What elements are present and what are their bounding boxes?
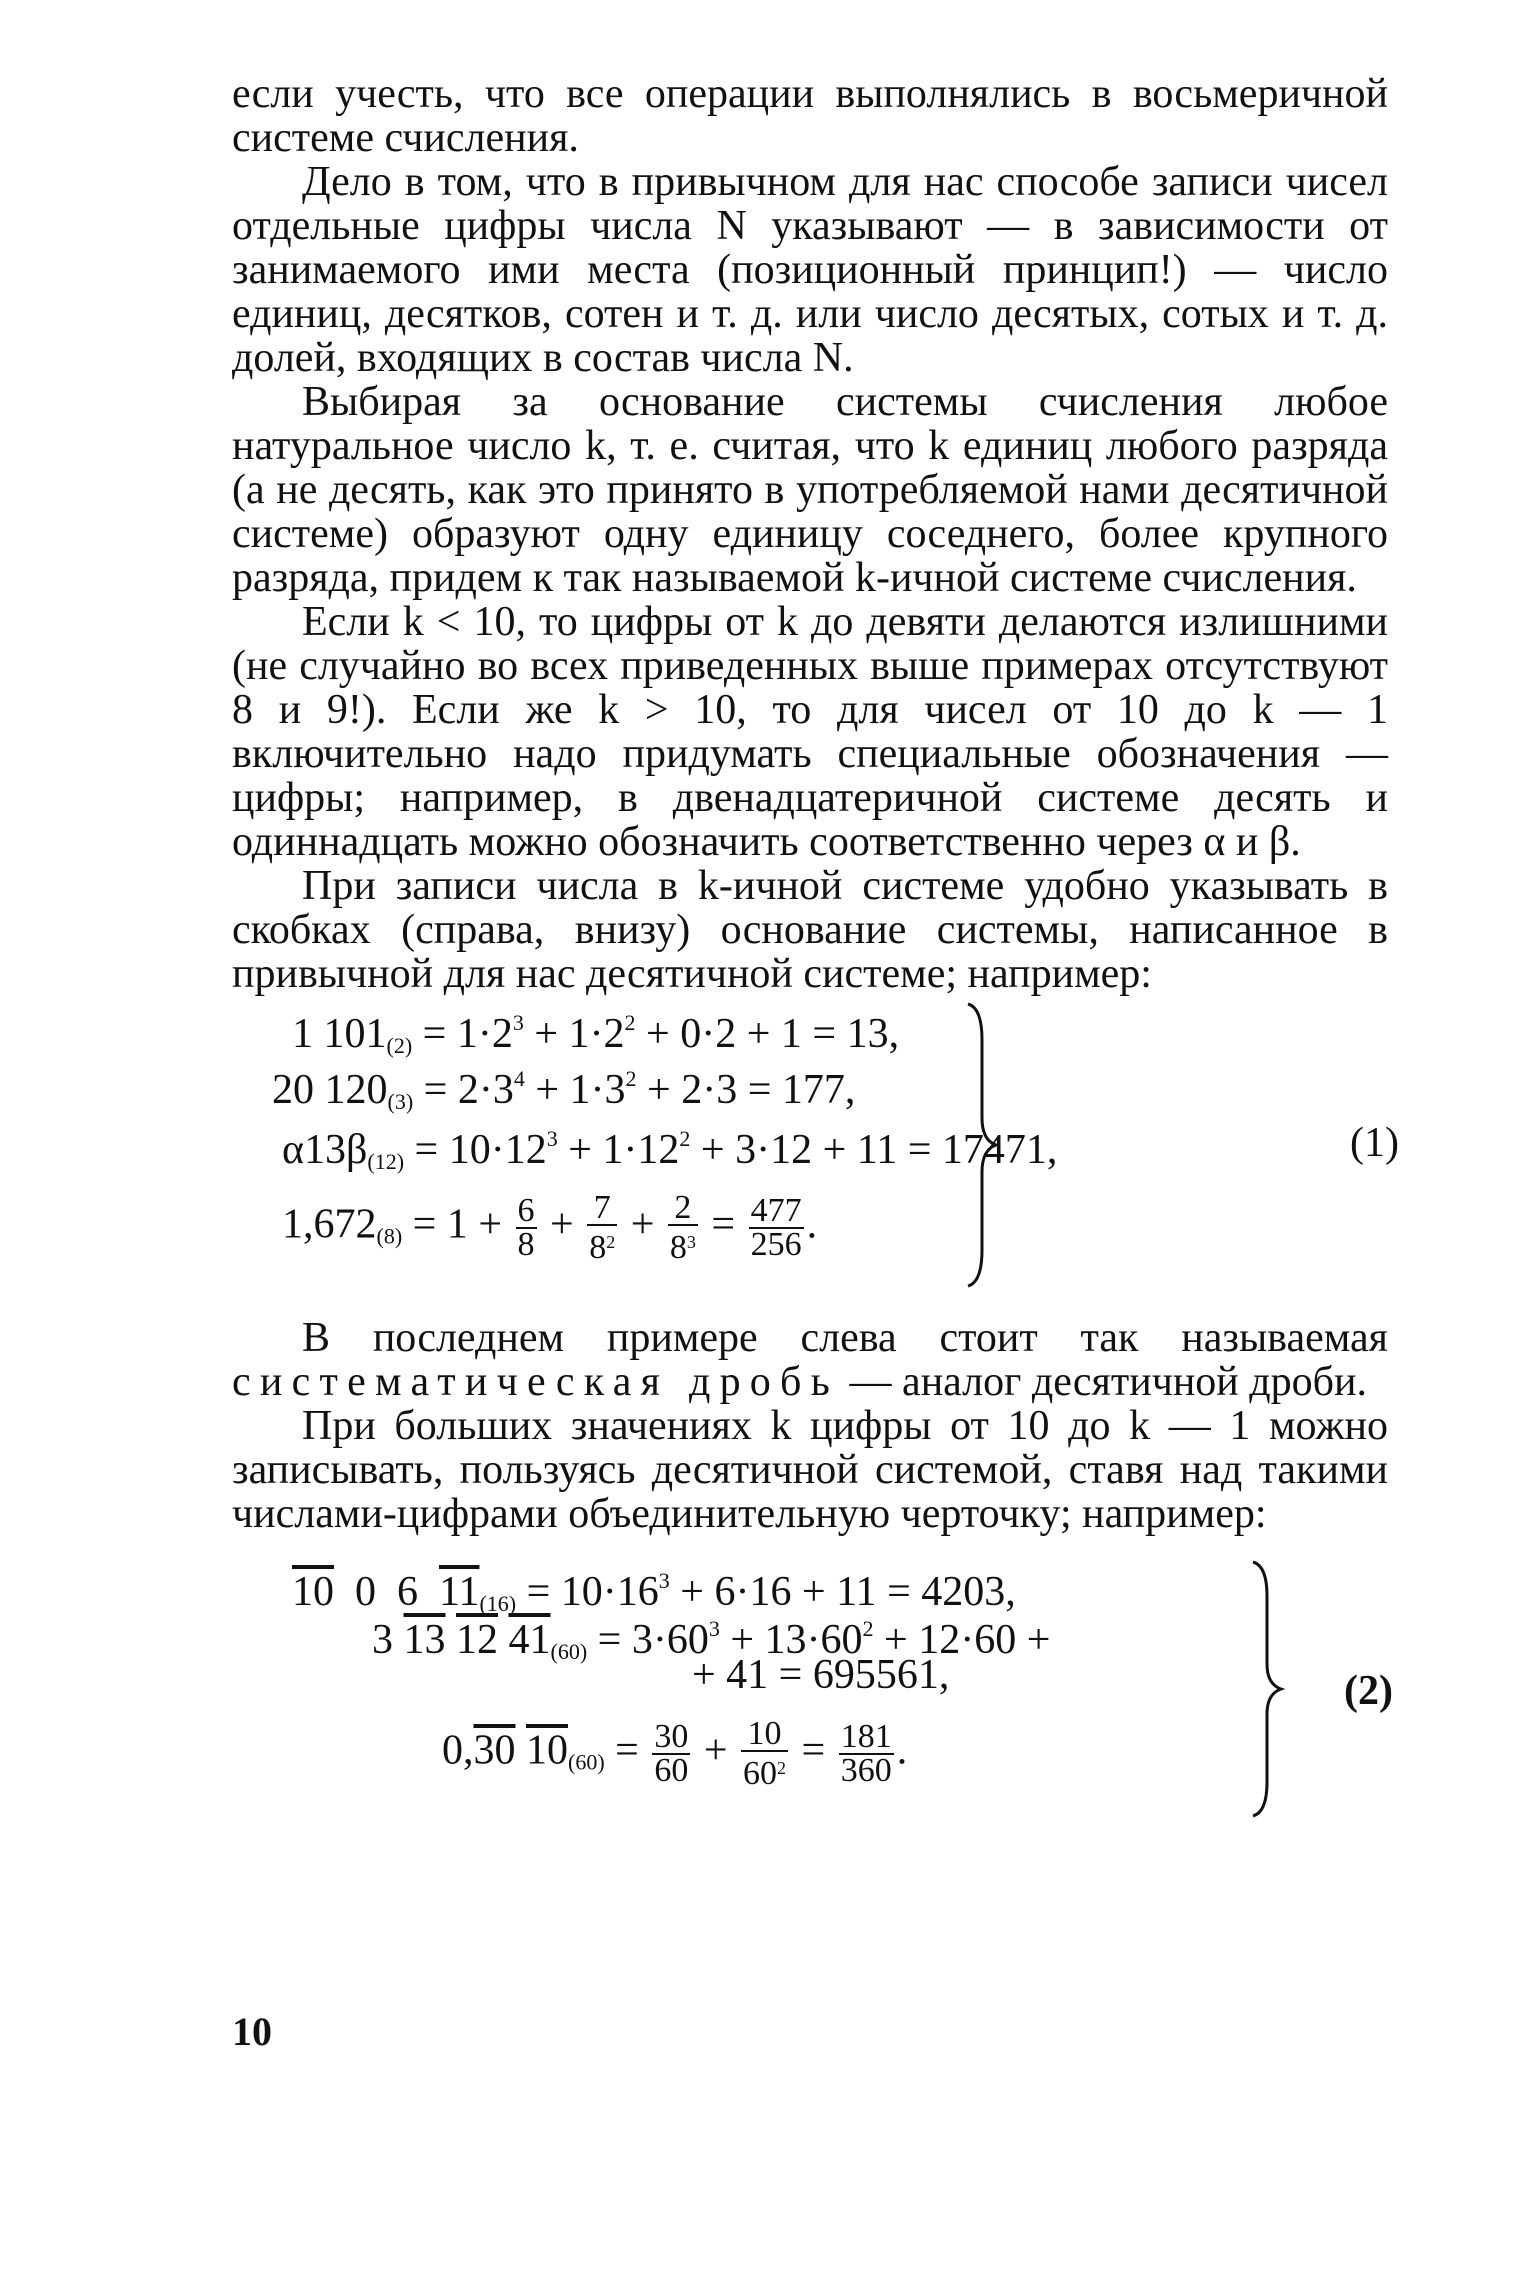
equation-2-line-3: + 41 = 695561, — [692, 1652, 950, 1698]
fraction: $\frac{181}{360}$ — [840, 1718, 892, 1789]
paragraph-7: При больших значениях k цифры от 10 до k — 1 можно записывать, пользуясь десятичной системой, ставя над такими числами-цифрами объединительную черточку; например: — [232, 1403, 1388, 1537]
paragraph-4: Если k < 10, то цифры от k до девяти делаются излишними (не случайно во всех приведенных выше примерах отсутствуют 8 и 9!). Если же k > 10, то для чисел от 10 до k — 1 включительно надо придумать специальные обозначения — цифры; например, в двенадцатеричной системе десять и одиннадцать можно обозначить соответственно через α и β. — [232, 599, 1388, 865]
paragraph-2: Дело в том, что в привычном для нас способе записи чисел отдельные цифры числа N указывают — в зависимости от занимаемого ими места (позиционный принцип!) — число единиц, десятков, сотен и т. д. или число десятых, сотых и т. д. долей, входящих в состав числа N. — [232, 159, 1388, 381]
equation-2-line-1: 10 0 6 $11_{(16)} = 10\cdot 16^3 + 6\cdot 16 + 11 = 4203$, — [292, 1568, 1016, 1616]
para6-spaced-term: систематическая дробь — [232, 1359, 840, 1405]
fraction: $\frac{6}{8}$ — [517, 1192, 535, 1263]
fraction: $\frac{7}{8^2}$ — [589, 1189, 616, 1266]
right-brace-icon — [962, 1000, 1002, 1290]
para6-after: — аналог десятичной дроби. — [839, 1359, 1367, 1405]
para6-before: В последнем примере слева стоит так называемая — [302, 1315, 1388, 1361]
text-column — [232, 71, 1399, 1822]
paragraph-3: Выбирая за основание системы счисления любое натуральное число k, т. е. считая, что k единиц любого разряда (а не десять, как это принято в употребляемой нами десятичной системе) образуют одну единицу соседнего, более крупного разряда, придем к так называемой k-ичной системе счисления. — [232, 379, 1388, 601]
equation-1-line-4: $1,672_{(8)} = 1$ + $\frac{6}{8}$ + $\frac{7}{8^2}$ + $\frac{2}{8^3}$ = $\frac{477}{256}$ . — [282, 1189, 818, 1266]
page-number: 10 — [232, 2009, 272, 2054]
equation-1-line-2: 20 $120_{(3)} = 2\cdot 3^4 + 1\cdot 3^2 + 2\cdot 3 = 177$, — [272, 1066, 856, 1114]
equation-block-2 — [232, 1558, 1393, 1822]
paragraph-5: При записи числа в k-ичной системе удобно указывать в скобках (справа, внизу) основание системы, написанное в привычной для нас десятичной системе; например: — [232, 863, 1388, 997]
fraction: $\frac{30}{60}$ — [654, 1718, 689, 1789]
equation-2-line-2: 3 13 12 $41_{(60)} = 3\cdot 60^3 + 13\cdot 60^2 + 12\cdot 60$ + — [372, 1616, 1051, 1664]
equation-1-line-1: 1 $101_{(2)} = 1\cdot 2^3 + 1\cdot 2^2 + 0\cdot 2 + 1 = 13$, — [292, 1010, 900, 1058]
equation-block-1 — [232, 1000, 1399, 1290]
equation-2-line-4: 0,30 $10_{(60)}$ = $\frac{30}{60}$ + $\frac{10}{60^2}$ = $\frac{181}{360}$ . — [442, 1715, 908, 1792]
equation-1-label: (1) — [1350, 1120, 1399, 1166]
fraction: $\frac{2}{8^3}$ — [669, 1189, 696, 1266]
right-brace-icon — [1247, 1558, 1287, 1820]
equation-2-label: (2) — [1344, 1668, 1393, 1714]
fraction: $\frac{477}{256}$ — [750, 1192, 802, 1263]
fraction: $\frac{10}{60^2}$ — [743, 1715, 787, 1792]
paragraph-1: если учесть, что все операции выполнялись в восьмеричной системе счисления. — [232, 71, 1388, 161]
paragraph-6 — [232, 1316, 1388, 1404]
equation-1-line-3: $\alpha 13\beta_{(12)} = 10\cdot 12^3 + 1\cdot 12^2 + 3\cdot 12 + 11 = 17471$, — [282, 1126, 1058, 1174]
